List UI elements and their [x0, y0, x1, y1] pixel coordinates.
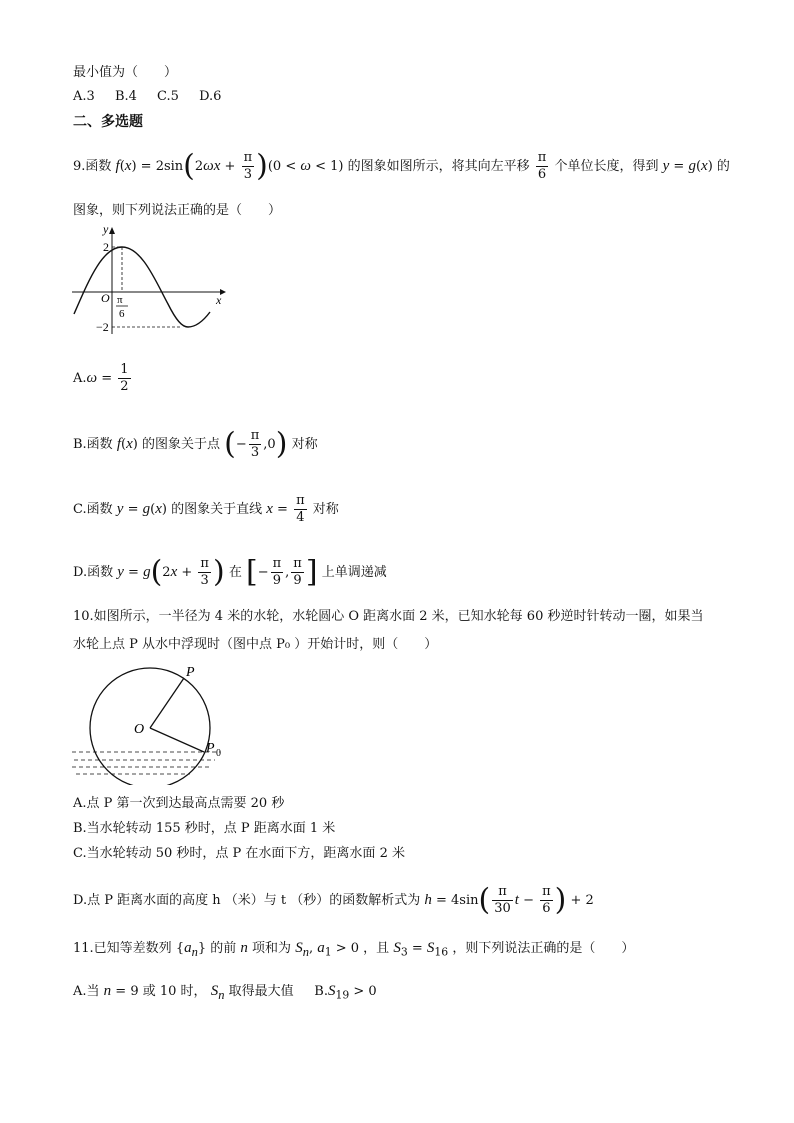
q10-option-d-text: D.点 P 距离水面的高度 h （米）与 t （秒）的函数解析式为: [73, 893, 421, 908]
q9-option-a-prefix: A.: [73, 371, 87, 386]
q9-formula-f: f: [115, 158, 120, 174]
wheel-circle: [90, 668, 210, 785]
q9-option-b: B.函数 f(x) 的图象关于点 (− $\frac{\pi}{3}$ ,0) 对称: [73, 426, 318, 462]
prev-choice-c: C.5: [157, 89, 179, 104]
q11-stem-e: ，则下列说法正确的是（ ）: [452, 941, 635, 956]
q9-stem-line2: 图象，则下列说法正确的是（ ）: [73, 203, 282, 218]
q9-option-c-prefix: C.函数: [73, 502, 113, 517]
point-p0-sub: 0: [216, 748, 221, 759]
q9-stem-c: 个单位长度，得到: [554, 159, 659, 174]
radius-op0: [150, 728, 204, 752]
tick-num: π: [117, 294, 123, 306]
point-p-label: P: [186, 665, 195, 680]
q10-option-a: A.点 P 第一次到达最高点需要 20 秒: [73, 796, 285, 811]
q10-option-b: B.当水轮转动 155 秒时，点 P 距离水面 1 米: [73, 821, 336, 836]
prev-choice-d: D.6: [199, 89, 222, 104]
q9-frac-pi-6: $\frac{\pi}{6}$: [537, 150, 547, 182]
q9-option-c-suffix: 对称: [312, 502, 339, 517]
q11-stem-b: 的前: [210, 941, 237, 956]
origin-label: O: [101, 291, 110, 305]
q9-option-d-suffix: 上单调递减: [321, 565, 387, 580]
radius-op: [150, 678, 184, 728]
point-p0-label: P: [206, 741, 215, 756]
y-axis-arrow: [109, 227, 115, 234]
tick-den: 6: [119, 308, 125, 320]
q9-frac-pi-3: $\frac{\pi}{3}$: [243, 150, 253, 182]
center-label: O: [134, 722, 145, 737]
q9-stem-d: 的: [716, 159, 730, 174]
q10-stem-line1: 10.如图所示，一半径为 4 米的水轮，水轮圆心 O 距离水面 2 米，已知水轮每 60 秒逆时针转动一圈，如果当: [73, 609, 704, 624]
max-label: 2: [103, 240, 109, 254]
q10-water-wheel-figure: [70, 660, 240, 785]
q11-stem-a: 11.已知等差数列: [73, 941, 172, 956]
q9-option-b-mid: 的图象关于点: [141, 437, 220, 452]
prev-choice-a: A.3: [73, 89, 95, 104]
sine-curve: [74, 247, 210, 327]
q9-option-c: C.函数 y = g(x) 的图象关于直线 x = $\frac{\pi}{4}$ 对称: [73, 493, 339, 525]
q9-stem: 9.函数 f(x) = 2sin(2ωx + $\frac{\pi}{3}$ )(0 < ω < 1) 的图象如图所示，将其向左平移 $\frac{\pi}{6}$ 个单位长度，得到 y = g(x) 的: [73, 148, 730, 184]
q9-sine-graph: [70, 222, 230, 342]
prev-question-choices: [73, 88, 237, 106]
q11-option-a-suffix: 取得最大值: [228, 984, 294, 999]
q9-option-c-mid: 的图象关于直线: [171, 502, 263, 517]
section-heading: 二、多选题: [73, 114, 143, 130]
prev-choice-b: B.4: [114, 89, 137, 104]
q11-options: A.当 n = 9 或 10 时， $S_n$ 取得最大值 $B.S_{19} > 0$: [73, 983, 377, 1002]
q9-option-a: A.ω = $\frac{1}{2}$: [73, 362, 129, 394]
min-label: −2: [96, 320, 109, 334]
prev-question-tail: 最小值为（ ）: [73, 65, 178, 80]
q11-stem-d: ，且: [363, 941, 390, 956]
q11-option-b-prefix: B.: [314, 984, 328, 999]
x-label: x: [216, 293, 222, 307]
q9-option-b-suffix: 对称: [291, 437, 318, 452]
q9-stem-a: 9.函数: [73, 159, 112, 174]
q11-option-a-mid: 或 10 时，: [142, 984, 207, 999]
q9-option-d-prefix: D.函数: [73, 565, 114, 580]
q9-option-d-mid: 在: [228, 565, 242, 580]
q10-option-d: D.点 P 距离水面的高度 h （米）与 t （秒）的函数解析式为 h = 4sin( $\frac{\pi}{30}$ t − $\frac{\pi}{6}$ ) + 2: [73, 882, 594, 918]
q10-option-c: C.当水轮转动 50 秒时，点 P 在水面下方，距离水面 2 米: [73, 846, 405, 861]
q11-stem-c: 项和为: [252, 941, 292, 956]
q9-option-d: D.函数 y = g(2x + $\frac{\pi}{3}$ ) 在 [− $\frac{\pi}{9}$ , $\frac{\pi}{9}$ ] 上单调递减: [73, 554, 387, 590]
q9-stem-b: 的图象如图所示，将其向左平移: [347, 159, 530, 174]
q11-option-a-prefix: A.当: [73, 984, 100, 999]
q9-option-b-prefix: B.函数: [73, 437, 113, 452]
q10-stem-line2: 水轮上点 P 从水中浮现时（图中点 P₀ ）开始计时，则（ ）: [73, 637, 438, 652]
q11-stem: 11.已知等差数列 $\{a_n\}$ 的前 n 项和为 $S_n$, $a_1 > 0$ ，且 $S_3 = S_{16}$ ，则下列说法正确的是（ ）: [73, 940, 635, 959]
y-label: y: [103, 222, 109, 236]
